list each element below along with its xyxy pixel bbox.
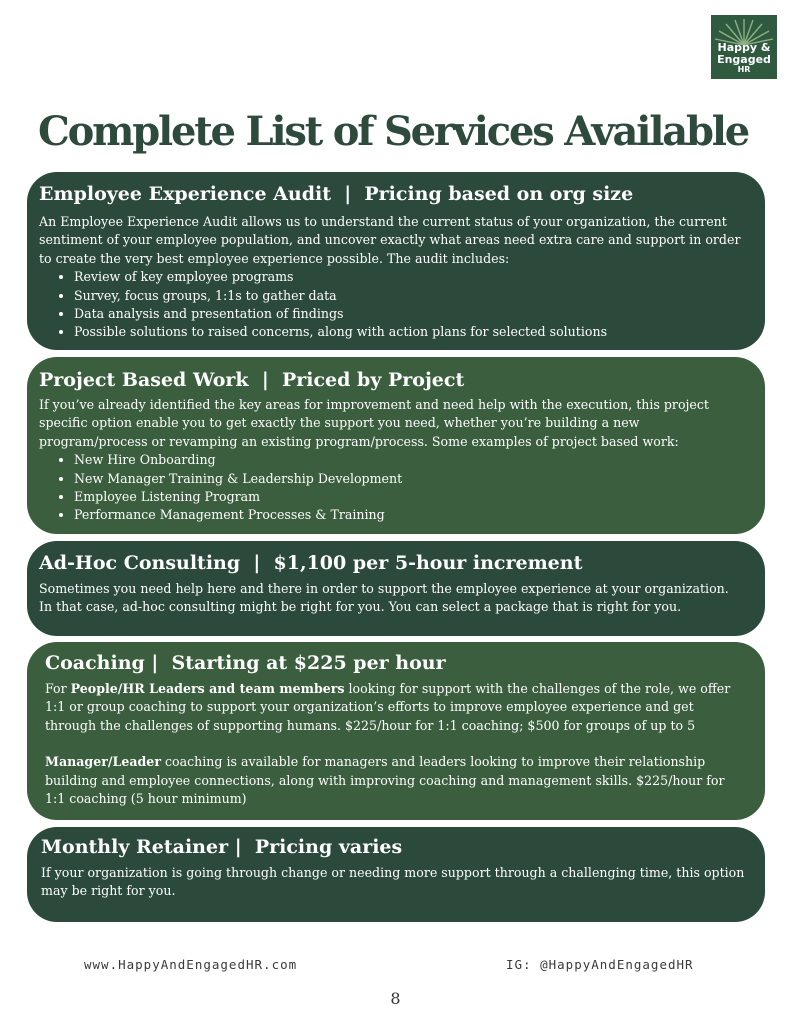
service-heading: Employee Experience Audit | Pricing based on org size [39, 183, 634, 205]
text-span: For [45, 681, 71, 696]
bold-text: People/HR Leaders and team members [70, 681, 345, 696]
text-span: looking for support with the challenges of the role, we offer 1:1 or group coaching to support your organization’s efforts to improve employee experience and get through the challenges of supporting humans. $225/hour for 1:1 coaching; $500 for groups of up to 5 [45, 681, 731, 733]
logo-line-3: HR [737, 65, 751, 74]
service-bullet-list [39, 451, 745, 525]
service-description: An Employee Experience Audit allows us to understand the current status of your organization, the current sentiment of your employee population, and uncover exactly what areas need extra care and support in order to create the very best employee experience possible. The audit includes: [39, 214, 741, 266]
service-card-retainer [27, 827, 765, 922]
list-item: • Survey, focus groups, 1:1s to gather data [74, 287, 745, 305]
service-card-adhoc [27, 541, 765, 636]
footer-website[interactable]: www.HappyAndEngagedHR.com [84, 957, 298, 972]
service-description [45, 680, 745, 735]
service-heading: Project Based Work | Priced by Project [39, 369, 465, 391]
service-card-audit [27, 172, 765, 350]
service-heading: Monthly Retainer | Pricing varies [41, 836, 403, 858]
footer-instagram[interactable]: IG: @HappyAndEngagedHR [506, 957, 694, 972]
list-item: • New Hire Onboarding [74, 451, 745, 469]
list-item: • Performance Management Processes & Training [74, 506, 745, 524]
service-description: Sometimes you need help here and there in order to support the employee experience at your organization. In that case, ad-hoc consulting might be right for you. You can select a package that is right for you. [39, 581, 729, 615]
page-title: Complete List of Services Available [38, 108, 748, 155]
list-item: • Employee Listening Program [74, 488, 745, 506]
bold-text: Manager/Leader [45, 754, 161, 770]
list-item: • Review of key employee programs [74, 268, 745, 286]
service-card-project [27, 357, 765, 534]
service-description: If your organization is going through change or needing more support through a challenging time, this option may be right for you. [41, 865, 745, 899]
service-card-coaching [27, 642, 765, 820]
logo-line-2: Engaged [717, 53, 771, 66]
page-number: 8 [390, 989, 401, 1008]
logo-line-1: Happy & [717, 41, 771, 54]
list-item: • Data analysis and presentation of findings [74, 305, 745, 323]
list-item: • Possible solutions to raised concerns, along with action plans for selected solutions [74, 323, 745, 341]
text-span: coaching is available for managers and leaders looking to improve their relationship building and employee connections, along with improving coaching and management skills. $225/hour for 1:1 coaching (5 hour minimum) [45, 754, 725, 807]
service-bullet-list [39, 268, 745, 342]
service-description: If you’ve already identified the key areas for improvement and need help with the execution, this project specific option enable you to get exactly the support you need, whether you’re building a new program/process or revamping an existing program/process. Some examples of project based work: [39, 397, 709, 449]
list-item: • New Manager Training & Leadership Development [74, 470, 745, 488]
logo [711, 15, 777, 79]
service-description [45, 753, 745, 808]
service-heading: Coaching | Starting at $225 per hour [45, 652, 446, 674]
service-heading: Ad-Hoc Consulting | $1,100 per 5-hour increment [39, 552, 583, 574]
